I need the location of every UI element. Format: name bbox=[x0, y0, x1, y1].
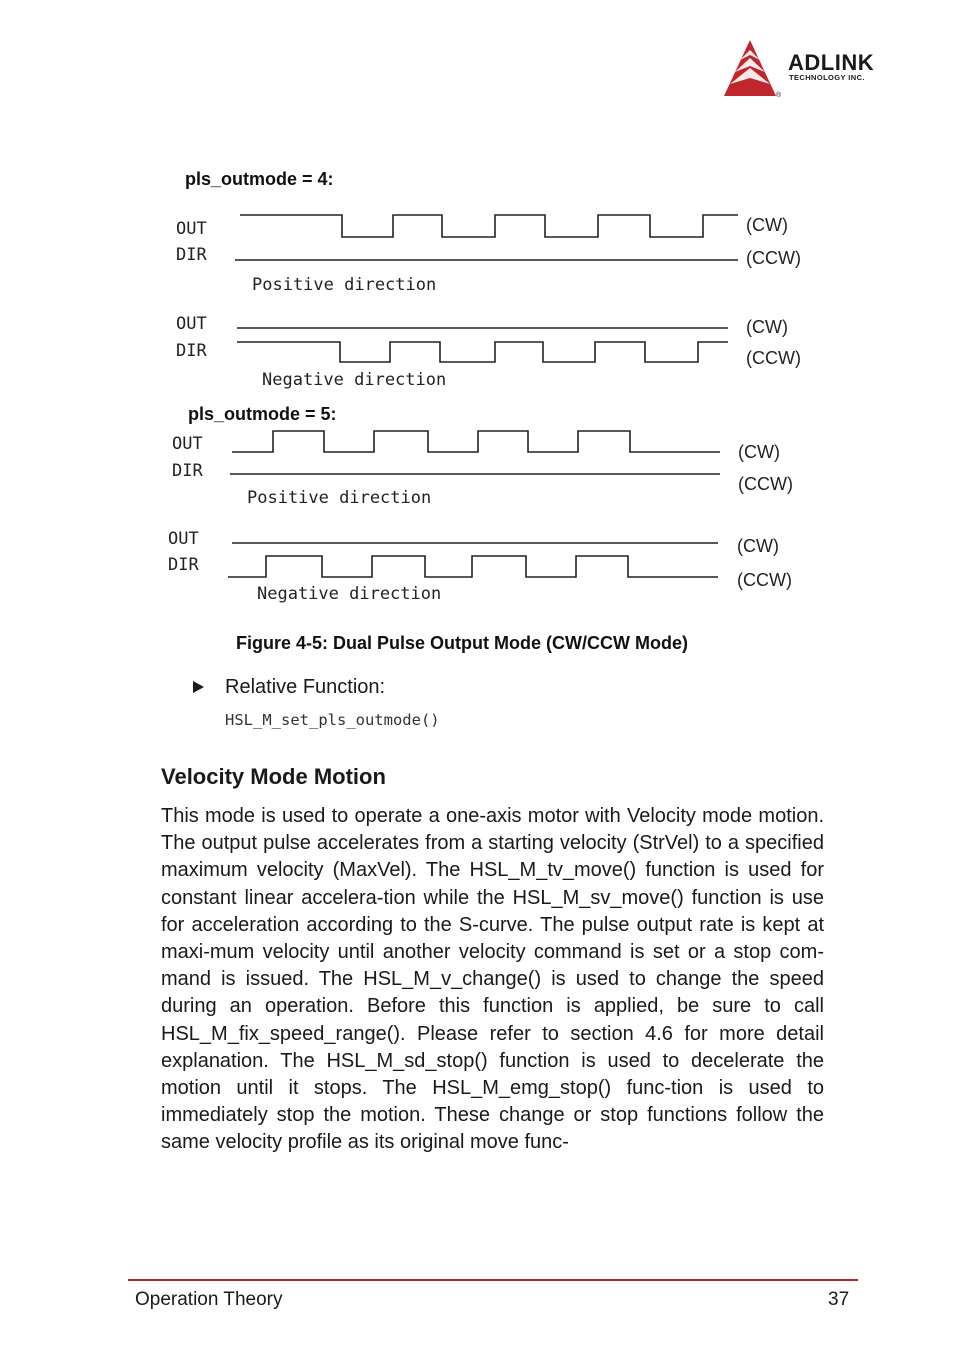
dir-waveform bbox=[237, 342, 728, 362]
dir-label: DIR bbox=[176, 245, 207, 265]
cw-label: (CW) bbox=[746, 317, 788, 337]
out-label: OUT bbox=[172, 434, 203, 454]
figure-caption: Figure 4-5: Dual Pulse Output Mode (CW/CCW Mode) bbox=[236, 633, 688, 653]
negative-direction-label: Negative direction bbox=[257, 584, 442, 604]
logo-subtitle: TECHNOLOGY INC. bbox=[789, 73, 865, 82]
dir-waveform bbox=[228, 556, 718, 577]
ccw-label: (CCW) bbox=[746, 248, 801, 268]
bullet-arrow-icon bbox=[193, 681, 204, 693]
cw-label: (CW) bbox=[737, 536, 779, 556]
dir-label: DIR bbox=[176, 341, 207, 361]
out-waveform bbox=[232, 431, 720, 452]
registered-mark: ® bbox=[776, 92, 782, 99]
footer-divider bbox=[128, 1279, 858, 1281]
cw-label: (CW) bbox=[738, 442, 780, 462]
body-paragraph: This mode is used to operate a one-axis motor with Velocity mode motion. The output pulse accelerates from a starting velocity (StrVel) to a specified maximum velocity (MaxVel). The HSL_M_tv_move() function is used for constant linear accelera-tion while the HSL_M_sv_move() function is use for acceleration according to the S-curve. The pulse output rate is kept at maxi-mum velocity until another velocity command is set or a stop com-mand is issued. The HSL_M_v_change() is used to change the speed during an operation. Before this function is applied, be sure to call HSL_M_fix_speed_range(). Please refer to section 4.6 for more detail explanation. The HSL_M_sd_stop() function is used to decelerate the motion until it stops. The HSL_M_emg_stop() func-tion is used to immediately stop the motion. These change or stop functions follow the same velocity profile as its original move func- bbox=[161, 805, 824, 1154]
cw-label: (CW) bbox=[746, 215, 788, 235]
positive-direction-label: Positive direction bbox=[247, 488, 432, 508]
page-number: 37 bbox=[828, 1289, 850, 1310]
dir-label: DIR bbox=[168, 555, 199, 575]
relative-function-code: HSL_M_set_pls_outmode() bbox=[225, 711, 440, 729]
pulse-timing-diagram bbox=[160, 160, 820, 610]
mode4-title: pls_outmode = 4: bbox=[185, 169, 334, 189]
positive-direction-label: Positive direction bbox=[252, 275, 437, 295]
mode5-title: pls_outmode = 5: bbox=[188, 404, 337, 424]
relative-function-label: Relative Function: bbox=[225, 676, 386, 698]
dir-label: DIR bbox=[172, 461, 203, 481]
footer-chapter-title: Operation Theory bbox=[135, 1289, 283, 1310]
section-heading: Velocity Mode Motion bbox=[161, 764, 386, 789]
out-label: OUT bbox=[168, 529, 199, 549]
out-label: OUT bbox=[176, 314, 207, 334]
ccw-label: (CCW) bbox=[746, 348, 801, 368]
out-waveform bbox=[240, 215, 738, 237]
ccw-label: (CCW) bbox=[738, 474, 793, 494]
ccw-label: (CCW) bbox=[737, 570, 792, 590]
negative-direction-label: Negative direction bbox=[262, 370, 447, 390]
logo-name: ADLINK bbox=[788, 50, 875, 75]
out-label: OUT bbox=[176, 219, 207, 239]
